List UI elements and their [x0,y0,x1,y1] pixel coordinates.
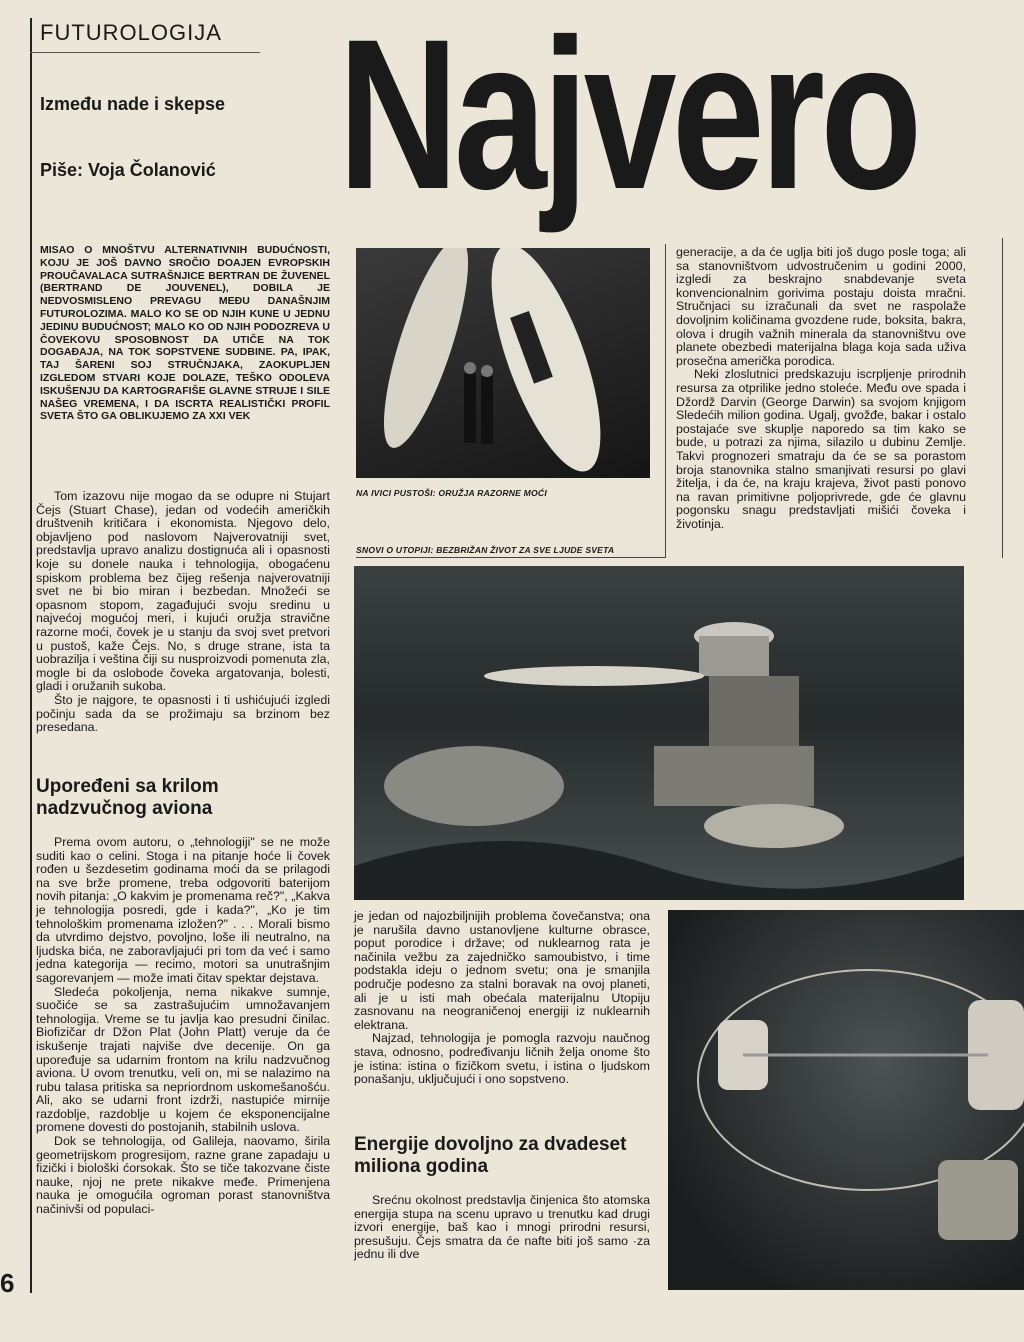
utopia-photo [354,566,964,900]
column-2-top [354,910,650,1087]
paragraph: Tom izazovu nije mogao da se odupre ni Stujart Čejs (Stuart Chase), jedan od vodećih američkih društvenih kritičara i ekonomista. Njegovo delo, objavljeno pod naslovom Najverovatniji svet, predstavlja upravo analizu dostignuća ali i opasnosti koje su donele nauka i tehnologija, obogaćenu spiskom problema bez čijeg rešenja najverovatniji svet ne bi bio miran i bezbedan. Množeći se opasnom stopom, zagađujući svoju sredinu u najvećoj mogućoj meri, i kujući oružja stravične razorne moći, čovek je u stanju da svoj svet pretvori u pustoš, kaže Čejs. No, s druge strane, ista ta uobrazilja i veština čiji su nusproizvodi pomenuta zla, mogle bi da oslobode čoveka argatovanja, bolesti, gladi i oružanih sukoba. [36,489,330,694]
caption-missiles: NA IVICI PUSTOŠI: ORUŽJA RAZORNE MOĆI [356,488,547,498]
section-label: FUTUROLOGIJA [40,20,222,45]
paragraph: Prema ovom autoru, o „tehnologiji" se ne može suditi kao o celini. Stoga i na pitanje hoće li čovek rođen u šezdesetim godinama moći da se prilagodi na sve brže promene, treba odgovoriti baterijom novih pitanja: „O kakvim je promenama reč?", „Kakva je tehnologija posredi, gde i kada?", „Ko je tim tehnološkim promenama izložen?" . . . Morali bismo da utvrdimo dejstvo, povoljno, loše ili neutralno, na ljudska bića, ne zaboravljajući pri tom da već i samo jedna kategorija — recimo, motori sa unutrašnjim sagorevanjem — može imati čitav spektar dejstava. [36,835,330,985]
column-1-top [36,490,330,735]
column-rule-right [1002,238,1003,558]
left-margin-rule [30,18,32,1293]
article-subtitle: Između nade i skepse [40,94,226,114]
paragraph: Srećnu okolnost predstavlja činjenica što atomska energija stupa na scenu upravo u trenutku kad drugi izvori energije, baš kao i mnogi prirodni resursi, presušuju. Čejs smatra da će nafte biti još samo ·za jednu ili dve [354,1193,650,1262]
lead-paragraph: MISAO O MNOŠTVU ALTERNATIVNIH BUDUĆNOSTI, KOJU JE JOŠ DAVNO SROČIO DOAJEN EVROPSKIH PROUČAVALACA SUTRAŠNJICE BERTRAN DE ŽUVENEL (BERTRAND DE JOUVENEL), DOBILA JE NEDVOSMISLENO PREVAGU MEĐU DANAŠNJIM FUTUROLOZIMA. MALO KO SE OD NJIH KUNE U JEDNU JEDINU BUDUĆNOST; MALO KO OD NJIH PODOZREVA U ČOVEKOVU SPOSOBNOST DA UTIČE NA TOK DOGAĐAJA, NA TOK SOPSTVENE SUDBINE. PA, IPAK, TAJ ŠARENI SOJ STRUČNJAKA, ZAOKUPLJEN IZGLEDOM STVARI KOJE DOLAZE, TEŠKO ODOLEVA ISKUŠENJU DA KARTOGRAFIŠE GLAVNE STRUJE I SILE NAŠEG VREMENA, I DA ISCRTA REALISTIČKI PROFIL SVETA ŠTO GA OBLIKUJEMO ZA XXI VEK [40,244,330,423]
paragraph: Neki zloslutnici predskazuju iscrpljenje prirodnih resursa za otprilike jedno stoleće. Među ove spada i Džordž Darvin (George Darwin) sa svojom knjigom Sledećih milion godina. Ugalj, gvožđe, bakar i ostalo postajaće sve skuplje naporedo sa tim kako se bude, u potrazi za njima, silazilo u dubinu Zemlje. Takvi prognozeri smatraju da će se sa porastom broja stanovnika stalno smanjivati resursi po glavi žitelja, i da će, na kraju krajeva, život pasti ponovo na ravan primitivne poljoprivrede, gde će glavnu pogonsku snagu predstavljati mišići čoveka i životinja. [676,367,966,531]
space-station-photo [668,910,1024,1290]
column-3 [676,246,966,531]
byline: Piše: Voja Čolanović [40,160,216,180]
caption-rule [356,557,666,558]
page-number: 6 [0,1268,15,1298]
missiles-photo [356,248,650,478]
paragraph: Što je najgore, te opasnosti i ti ushićujući izgledi počinju sada da se prožimaju sa brzinom bez presedana. [36,692,330,735]
section-underline [30,52,260,53]
paragraph: Sledeća pokoljenja, nema nikakve sumnje, suočiće se sa zastrašujućim umnožavanjem tehnologija. Vreme se tu javlja kao presudni činilac. Biofizičar dr Džon Plat (John Platt) veruje da će iskušenje trajati najviše dve decenije. On ga upoređuje sa udarnim frontom na krilu nadzvučnog aviona. U ovom trenutku, veli on, mi se nalazimo na rubu talasa pritiska sa nepriordnom uskomešanošću. Ali, ako se udarni front izdrži, nastupiće mirnije razdoblje, razdoblje u kojem će eksponencijalne promene dovesti do postojanih, stabilnih uslova. [36,984,330,1135]
crosshead-2: Energije dovoljno za dvadeset miliona godina [354,1134,627,1177]
column-1-bottom [36,836,330,1217]
headline: Najvero [338,0,918,234]
column-rule [665,244,666,557]
crosshead-1: Upoređeni sa krilom nadzvučnog aviona [36,776,219,819]
column-2-bottom [354,1194,650,1262]
paragraph: generacije, a da će uglja biti još dugo posle toga; ali sa stanovništvom udvostručenim u godini 2000, izgledi za beskrajno snabdevanje sveta konvencionalnim gorivima postaju doista mračni. Stručnjaci su izračunali da svet ne raspolaže dovoljnim količinama gvozdene rude, boksita, bakra, olova i drugih važnih minerala da stanovništvu ove planete obezbedi materijalna blaga koja sada uživa prosečna američka porodica. [676,245,966,368]
paragraph: je jedan od najozbiljnijih problema čovečanstva; ona je narušila davno ustanovljene kulturne obrasce, poput porodice i države; od nuklearnog rata je načinila vežbu za zajedničko samoubistvo, i time podstakla ideju o jednom svetu; ona je smanjila područje podesno za stalni boravak na ovoj planeti, ali je u isti mah obećala materijalnu Utopiju zasnovanu na neograničenoj energiji iz nuklearnih elektrana. [354,909,650,1032]
caption-utopia: SNOVI O UTOPIJI: BEZBRIŽAN ŽIVOT ZA SVE LJUDE SVETA [356,545,615,555]
paragraph: Najzad, tehnologija je pomogla razvoju naučnog stava, odnosno, podređivanju ličnih želja onome što je istina: istina o fizičkom svetu, i istina o ljudskom ponašanju, uključujući i ono sopstveno. [354,1031,650,1087]
paragraph: Dok se tehnologija, od Galileja, naovamo, širila geometrijskom progresijom, razne grane zapadaju u fizički i biološki ćorsokak. Što se tiče takozvane čiste nauke, njoj ne prete nikakve međe. Primenjena nauka je omogućila ogroman porast stanovništva načinivši od populaci- [36,1134,330,1217]
